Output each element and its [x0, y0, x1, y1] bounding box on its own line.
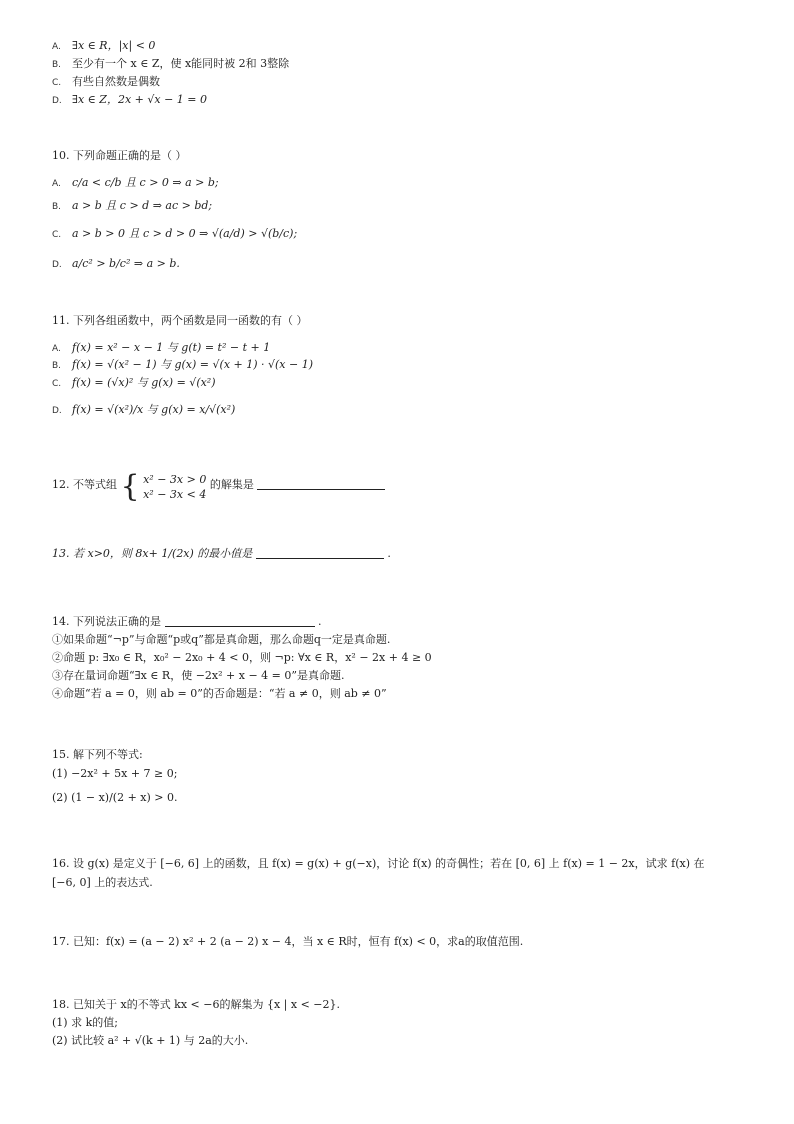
q18-stem: 18. 已知关于 x的不等式 kx < −6的解集为 {x | x < −2}. [52, 998, 341, 1011]
q10-stem: 10. 下列命题正确的是（ ） [52, 149, 187, 162]
q14-stem: 14. 下列说法正确的是 [52, 615, 161, 628]
q17: 17. 已知：f(x) = (a − 2) x² + 2 (a − 2) x − 4，当 x ∈ R时，恒有 f(x) < 0，求a的取值范围. [52, 935, 524, 948]
q18-item-2: (2) 试比较 a² + √(k + 1) 与 2a的大小. [52, 1034, 249, 1047]
q12 [52, 469, 385, 504]
q14-end: . [318, 615, 322, 628]
q14-item-1: ①如果命题“¬p”与命题“p或q”都是真命题，那么命题q一定是真命题. [52, 633, 391, 646]
option-label: B. [52, 60, 62, 70]
q9-option-a [52, 38, 155, 55]
q14-item-4: ④命题“若 a = 0，则 ab = 0”的否命题是：“若 a ≠ 0，则 ab ≠ 0” [52, 687, 387, 700]
option-label: B. [52, 202, 62, 212]
q14-item-2: ②命题 p: ∃x₀ ∈ R，x₀² − 2x₀ + 4 < 0，则 ¬p: ∀x ∈ R，x² − 2x + 4 ≥ 0 [52, 651, 432, 664]
option-label: B. [52, 361, 62, 371]
q13-text: 13. 若 x>0，则 8x+ 1/(2x) 的最小值是 [52, 547, 253, 560]
q11-option-c [52, 375, 216, 392]
option-text: ∃x ∈ R，|x| < 0 [72, 39, 156, 52]
q12-number: 12. 不等式组 [52, 478, 117, 491]
q9-option-b [52, 56, 289, 73]
q13-end: . [387, 547, 391, 560]
option-text: f(x) = (√x)² 与 g(x) = √(x²) [72, 376, 216, 389]
q15-item-2: (2) (1 − x)/(2 + x) > 0. [52, 791, 178, 804]
option-text: a/c² > b/c² ⇒ a > b. [72, 257, 180, 270]
q10-option-d [52, 256, 180, 273]
q10-option-c [52, 226, 297, 243]
q18-item-1: (1) 求 k的值; [52, 1016, 118, 1029]
q10-option-b [52, 198, 212, 215]
option-label: D. [52, 406, 62, 416]
option-label: A. [52, 42, 61, 52]
q14-item-3: ③存在量词命题“∃x ∈ R，使 −2x² + x − 4 = 0”是真命题. [52, 669, 345, 682]
q10-option-a [52, 175, 219, 192]
answer-blank[interactable] [256, 547, 384, 559]
q12-system [143, 472, 206, 502]
q12-line1: x² − 3x > 0 [143, 473, 207, 486]
q12-line2: x² − 3x < 4 [143, 488, 207, 501]
option-label: D. [52, 96, 62, 106]
q11-option-a [52, 340, 270, 357]
q11-option-b [52, 357, 313, 374]
q15-item-1: (1) −2x² + 5x + 7 ≥ 0; [52, 767, 178, 780]
q14 [52, 614, 322, 630]
q16-line2: [−6, 0] 上的表达式. [52, 876, 153, 889]
option-text: 至少有一个 x ∈ Z，使 x能同时被 2和 3整除 [72, 57, 290, 70]
option-text: ∃x ∈ Z，2x + √x − 1 = 0 [72, 93, 207, 106]
q15-stem: 15. 解下列不等式: [52, 748, 143, 761]
q16-line1: 16. 设 g(x) 是定义于 [−6, 6] 上的函数，且 f(x) = g(x) + g(−x)，讨论 f(x) 的奇偶性；若在 [0, 6] 上 f(x) = 1 − 2x，试求 f(x) 在 [52, 857, 705, 870]
option-label: A. [52, 344, 61, 354]
q9-option-c [52, 74, 160, 91]
option-text: a > b 且 c > d ⇒ ac > bd; [72, 199, 213, 212]
option-label: A. [52, 179, 61, 189]
option-text: 有些自然数是偶数 [72, 75, 160, 88]
q11-stem: 11. 下列各组函数中，两个函数是同一函数的有（ ） [52, 314, 308, 327]
brace-icon: { [120, 469, 140, 504]
option-text: f(x) = √(x² − 1) 与 g(x) = √(x + 1) · √(x − 1) [72, 358, 314, 371]
answer-blank[interactable] [257, 478, 385, 490]
q9-option-d [52, 92, 207, 109]
option-label: D. [52, 260, 62, 270]
option-text: c/a < c/b 且 c > 0 ⇒ a > b; [72, 176, 219, 189]
option-text: a > b > 0 且 c > d > 0 ⇒ √(a/d) > √(b/c); [72, 227, 298, 240]
q11-option-d [52, 402, 235, 419]
option-text: f(x) = x² − x − 1 与 g(t) = t² − t + 1 [72, 341, 271, 354]
option-text: f(x) = √(x²)/x 与 g(x) = x/√(x²) [72, 403, 236, 416]
q13 [52, 546, 391, 562]
q12-tail: 的解集是 [209, 478, 254, 491]
option-label: C. [52, 230, 62, 240]
option-label: C. [52, 78, 62, 88]
answer-blank[interactable] [165, 615, 315, 627]
option-label: C. [52, 379, 62, 389]
